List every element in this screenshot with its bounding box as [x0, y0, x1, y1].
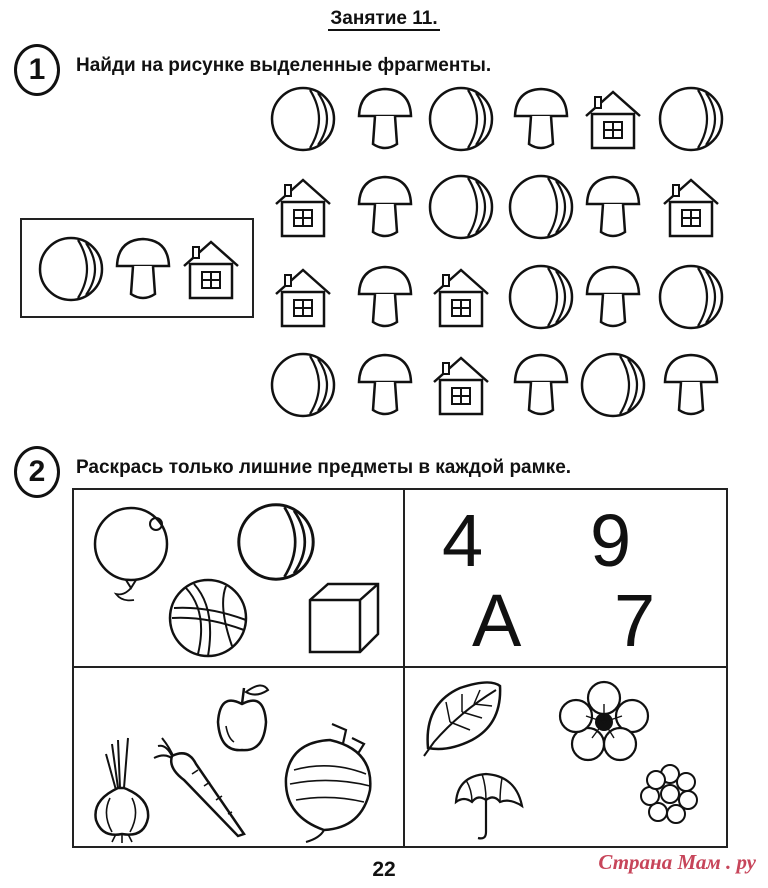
balloon-icon — [86, 502, 176, 612]
mushroom-icon — [578, 262, 648, 332]
ball-icon — [656, 84, 726, 154]
ball-icon — [426, 172, 496, 242]
symbol-4: 4 — [442, 499, 484, 582]
daisy-icon — [640, 764, 700, 824]
house-icon — [268, 172, 338, 242]
carrot-icon — [148, 734, 258, 844]
cube-icon — [304, 578, 384, 658]
house-icon — [426, 262, 496, 332]
house-icon — [426, 350, 496, 420]
ball-icon — [656, 262, 726, 332]
task2-instruction: Раскрась только лишние предметы в каждой рамке. — [76, 457, 572, 478]
flower-icon — [558, 678, 650, 764]
watermark: Страна Мам . ру — [598, 850, 756, 874]
mushroom-icon — [350, 84, 420, 154]
beet-icon — [270, 720, 390, 845]
ball-icon — [426, 84, 496, 154]
house-icon — [656, 172, 726, 242]
striped-ball-icon — [234, 500, 318, 584]
legend-ball-icon — [36, 234, 106, 304]
mushroom-icon — [578, 172, 648, 242]
leaf-icon — [420, 678, 506, 758]
umbrella-icon — [452, 766, 528, 842]
task2-number: 2 — [14, 446, 60, 498]
mushroom-icon — [656, 350, 726, 420]
volleyball-icon — [166, 576, 250, 660]
task1-number: 1 — [14, 44, 60, 96]
legend-box — [20, 218, 254, 318]
legend-house-icon — [176, 234, 246, 304]
task2-frame — [72, 488, 728, 848]
page-title: Занятие 11. — [330, 8, 438, 29]
mushroom-icon — [350, 350, 420, 420]
mushroom-icon — [506, 84, 576, 154]
task1-instruction: Найди на рисунке выделенные фрагменты. — [76, 55, 492, 76]
symbol-9: 9 — [590, 499, 632, 582]
ball-icon — [268, 350, 338, 420]
ball-icon — [506, 262, 576, 332]
ball-icon — [578, 350, 648, 420]
frame-divider-horizontal — [74, 666, 726, 668]
mushroom-icon — [506, 350, 576, 420]
house-icon — [578, 84, 648, 154]
ball-icon — [506, 172, 576, 242]
mushroom-icon — [350, 172, 420, 242]
symbol-7: 7 — [614, 579, 656, 662]
symbol-a: А — [472, 579, 522, 662]
frame-divider-vertical — [403, 490, 405, 846]
page-number: 22 — [372, 858, 396, 881]
mushroom-icon — [350, 262, 420, 332]
legend-mushroom-icon — [108, 234, 178, 304]
house-icon — [268, 262, 338, 332]
ball-icon — [268, 84, 338, 154]
